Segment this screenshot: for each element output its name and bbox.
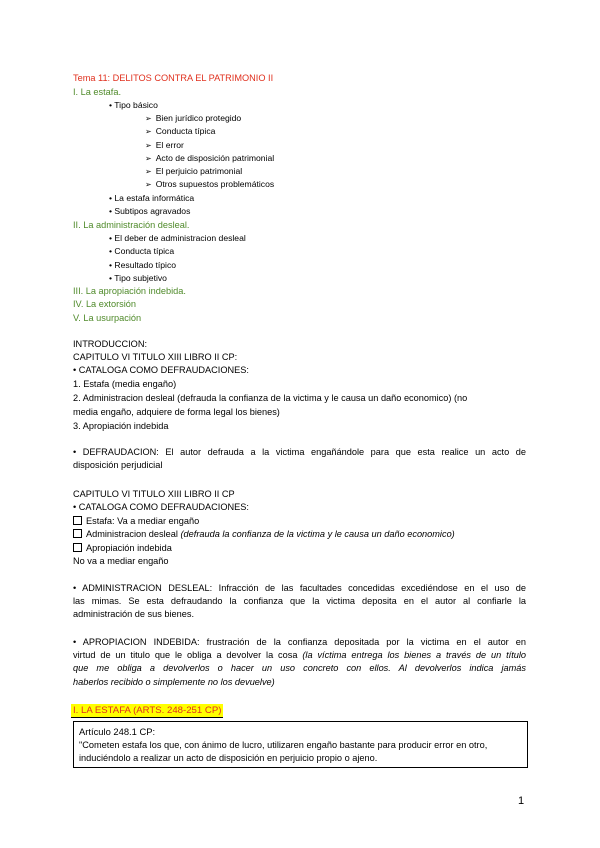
- checkbox-item-label: Administracion desleal: [86, 529, 178, 539]
- index-sub-label: Tipo básico: [114, 100, 158, 110]
- apropiacion-paragraph: [73, 636, 526, 689]
- administracion-line-1: • ADMINISTRACION DESLEAL: Infracción de las facultades concedidas excediéndose en el uso de: [73, 583, 527, 593]
- article-quote: [79, 739, 487, 765]
- arrow-icon: ➢: [145, 180, 152, 189]
- index-section-3: III. La apropiación indebida.: [73, 286, 186, 296]
- index-item-label: Otros supuestos problemáticos: [155, 179, 275, 189]
- index-sub-tipo-basico: • Tipo básico: [109, 100, 158, 110]
- topic-title: Tema 11: DELITOS CONTRA EL PATRIMONIO II: [73, 73, 274, 83]
- section-heading: [71, 704, 223, 718]
- index-sub: • El deber de administracion desleal: [109, 233, 246, 243]
- index-item: [145, 152, 274, 165]
- index-sub: • Resultado típico: [109, 260, 177, 270]
- index-sub-label: Subtipos agravados: [114, 206, 191, 216]
- index-section-1: I. La estafa.: [73, 87, 122, 97]
- defraudacion-paragraph: [73, 446, 526, 472]
- checkbox-icon: [73, 529, 82, 538]
- apropiacion-line-1: • APROPIACION INDEBIDA: frustración de la confianza depositada por la victima en el autor en: [73, 637, 526, 647]
- index-item-label: Acto de disposición patrimonial: [155, 153, 275, 163]
- apropiacion-text-2b: (la víctima entrega los bienes a través de un título: [302, 650, 527, 661]
- index-section-2: II. La administración desleal.: [73, 220, 190, 230]
- index-sub-label: La estafa informática: [114, 193, 195, 203]
- arrow-icon: ➢: [145, 127, 152, 136]
- apropiacion-text: frustración de la confianza depositada por la victima en el autor en: [206, 637, 526, 647]
- administracion-paragraph: [73, 582, 526, 622]
- index-sub: • Tipo subjetivo: [109, 273, 167, 283]
- index-item: [145, 139, 184, 152]
- second-catalog: • CATALOGA COMO DEFRAUDACIONES:: [73, 502, 249, 512]
- article-quote-line-1: "Cometen estafa los que, con ánimo de lucro, utilizaren engaño bastante para producir error en otro,: [79, 740, 488, 750]
- second-catalog-label: CATALOGA COMO DEFRAUDACIONES:: [78, 502, 249, 512]
- arrow-icon: ➢: [145, 114, 152, 123]
- defraudacion-label: DEFRAUDACION:: [82, 447, 159, 457]
- article-quote-box: [73, 721, 528, 768]
- defraudacion-line-2: disposición perjudicial: [73, 460, 163, 471]
- index-item: [145, 178, 274, 191]
- index-sub-label: El deber de administracion desleal: [114, 233, 246, 243]
- arrow-icon: ➢: [145, 141, 152, 150]
- arrow-icon: ➢: [145, 167, 152, 176]
- index-sub-label: Conducta típica: [114, 246, 175, 256]
- index-sub-estafa-informatica: • La estafa informática: [109, 193, 195, 203]
- no-engano-note: No va a mediar engaño: [73, 556, 169, 566]
- administracion-line-3: administración de sus bienes.: [73, 609, 195, 620]
- intro-catalog-label: CATALOGA COMO DEFRAUDACIONES:: [78, 365, 249, 375]
- article-quote-line-2: induciéndolo a realizar un acto de disposición en perjuicio propio o ajeno.: [79, 753, 378, 763]
- article-title: Artículo 248.1 CP:: [79, 726, 156, 737]
- index-sub-subtipos: • Subtipos agravados: [109, 206, 191, 216]
- apropiacion-text-2a: virtud de un titulo que le obliga a devolver la cosa: [73, 650, 298, 661]
- defraudacion-line-1: • DEFRAUDACION: El autor defrauda a la victima engañándole para que esta realice un acto de: [73, 447, 526, 457]
- second-chapter: CAPITULO VI TITULO XIII LIBRO II CP: [73, 489, 235, 499]
- checkbox-icon: [73, 516, 82, 525]
- checkbox-item-label: Apropiación indebida: [86, 543, 172, 553]
- index-section-4: IV. La extorsión: [73, 299, 136, 309]
- apropiacion-line-4: haberlos recibido o simplemente no los devuelve): [73, 676, 275, 687]
- index-item-label: Conducta típica: [155, 126, 216, 136]
- checkbox-item-label: Estafa: Va a mediar engaño: [86, 516, 200, 526]
- apropiacion-line-3: que me obliga a devolverlos o hacer un uso concreto con ellos. Al devolverlos indica jamás: [73, 663, 526, 674]
- intro-item-1: 1. Estafa (media engaño): [73, 379, 177, 389]
- intro-chapter: CAPITULO VI TITULO XIII LIBRO II CP:: [73, 352, 238, 362]
- arrow-icon: ➢: [145, 154, 152, 163]
- checkbox-icon: [73, 543, 82, 552]
- index-sub: • Conducta típica: [109, 246, 175, 256]
- intro-item-2-line1: 2. Administracion desleal (defrauda la confianza de la victima y le causa un daño economico) (no: [73, 393, 468, 403]
- index-sub-label: Resultado típico: [114, 260, 177, 270]
- index-item: [145, 165, 242, 178]
- intro-heading: INTRODUCCION:: [73, 339, 148, 349]
- index-item: [145, 112, 241, 125]
- index-item-label: El perjuicio patrimonial: [155, 166, 243, 176]
- checkbox-item-estafa: [73, 515, 199, 528]
- section-heading-label: I. LA ESTAFA (ARTS. 248-251 CP): [73, 705, 222, 716]
- index-item: [145, 125, 215, 138]
- administracion-line-2: las mimas. Se esta defraudando la confianza que la victima deposita en el autor al confiarle la: [73, 596, 526, 607]
- index-item-label: Bien jurídico protegido: [155, 113, 242, 123]
- checkbox-item-administracion: [73, 528, 455, 541]
- checkbox-item-apropiacion: [73, 542, 172, 555]
- intro-item-3: 3. Apropiación indebida: [73, 421, 169, 431]
- checkbox-item-note: (defrauda la confianza de la victima y le causa un daño economico): [180, 529, 455, 539]
- intro-item-2-line2: media engaño, adquiere de forma legal los bienes): [73, 407, 280, 417]
- index-item-label: El error: [155, 140, 184, 150]
- defraudacion-text: El autor defrauda a la victima engañándole para que esta realice un acto de: [165, 447, 526, 457]
- administracion-label: ADMINISTRACION DESLEAL:: [82, 583, 213, 593]
- intro-catalog: • CATALOGA COMO DEFRAUDACIONES:: [73, 365, 249, 375]
- index-sub-label: Tipo subjetivo: [114, 273, 167, 283]
- administracion-text: Infracción de las facultades concedidas excediéndose en el uso de: [218, 583, 527, 593]
- index-section-5: V. La usurpación: [73, 313, 142, 323]
- page-number: 1: [518, 795, 525, 807]
- apropiacion-line-2: [73, 649, 526, 662]
- apropiacion-label: APROPIACION INDEBIDA:: [82, 637, 200, 647]
